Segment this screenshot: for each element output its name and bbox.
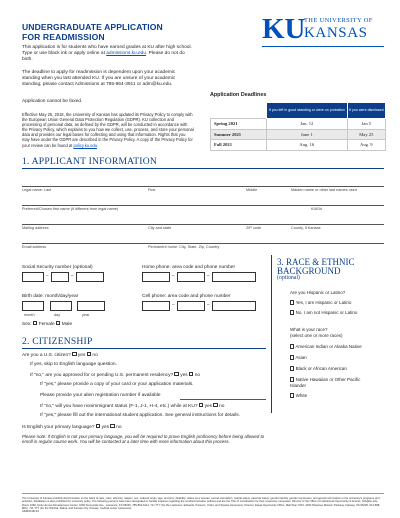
label-yes: yes	[204, 403, 213, 409]
good-cell: Jan. 12	[267, 119, 348, 130]
deadlines-corner	[211, 103, 267, 119]
label-no: no	[194, 372, 201, 378]
sex-question: Sex: Female Male	[22, 321, 73, 327]
race-option-label: American Indian or Alaska Native	[295, 344, 362, 349]
cell-phone-area[interactable]	[142, 301, 170, 311]
residency-question	[30, 372, 200, 379]
female-checkbox[interactable]	[33, 321, 37, 325]
dash: –	[172, 303, 175, 308]
good-cell: Aug. 16	[267, 140, 348, 151]
label-county: County, if Kansas	[291, 226, 321, 230]
intro-text: This application is for students who have earned grades at KU after high school. Type or use black ink or apply online at	[22, 45, 192, 57]
table-row	[211, 119, 386, 130]
term-cell: Summer 2021	[211, 129, 267, 140]
label-preferred-name: Preferred/Chosen first name (if different from legal name)	[22, 207, 119, 211]
dash: –	[71, 274, 74, 279]
race-question: What is your race?	[290, 327, 328, 332]
label-zip: ZIP code	[246, 226, 262, 230]
logo-underline	[262, 46, 384, 47]
table-row	[211, 129, 386, 140]
mailing-address-field[interactable]	[22, 212, 384, 224]
term-cell: Fall 2021	[211, 140, 267, 151]
name-fields-row[interactable]	[22, 172, 384, 186]
hispanic-no-option	[290, 310, 357, 315]
citizen-question	[22, 352, 98, 359]
residency-no-checkbox[interactable]	[189, 372, 193, 376]
citizen-question-text: Are you a U.S. citizen?	[22, 352, 71, 358]
logo-ku-letters: KU	[262, 13, 306, 45]
admissions-link[interactable]: admissions.ku.edu	[106, 51, 146, 57]
label-day: day	[54, 313, 61, 317]
label-legal-last: Legal name: Last	[22, 188, 52, 192]
race-option	[290, 377, 370, 388]
label-sex: Sex	[22, 321, 31, 327]
field-line	[22, 205, 384, 206]
english-no-checkbox[interactable]	[110, 424, 114, 428]
race-option-label: Black or African American	[295, 366, 347, 371]
label-female: Female	[38, 321, 55, 327]
dash: –	[207, 303, 210, 308]
english-yes-checkbox[interactable]	[96, 424, 100, 428]
label-ssn: Social Security number (optional)	[22, 265, 93, 270]
citizen-no-checkbox[interactable]	[87, 352, 91, 356]
nonimmigrant-yes-instruction: If "yes," please fill out the international student application. See general instructions for details.	[40, 413, 240, 418]
ssn-part-1[interactable]	[22, 272, 44, 282]
logo-university-of: THE UNIVERSITY OF	[304, 17, 373, 24]
label-mailing: Mailing address	[22, 226, 49, 230]
race-heading-line-2: BACKGROUND	[277, 265, 341, 276]
preferred-name-field[interactable]	[22, 193, 384, 205]
hispanic-question: Are you Hispanic or Latino?	[290, 290, 346, 295]
deadlines-title: Application Deadlines	[210, 92, 267, 98]
nonimmigrant-question	[40, 403, 224, 410]
race-checkbox[interactable]	[290, 366, 294, 370]
footer-rule	[22, 493, 384, 494]
label-birth-date: Birth date: month/day/year	[22, 294, 79, 299]
race-heading-line-1: 3. RACE & ETHNIC	[277, 257, 355, 267]
title-line-1: UNDERGRADUATE APPLICATION	[22, 22, 163, 32]
ssn-part-2[interactable]	[51, 272, 69, 282]
dismissed-cell: Aug. 9	[347, 140, 385, 151]
citizen-yes-checkbox[interactable]	[72, 352, 76, 356]
section-rule	[22, 168, 384, 169]
ssn-part-3[interactable]	[76, 272, 104, 282]
label-city-state: City and state	[148, 226, 172, 230]
english-note: Please note: If English is not your primary language, you will be required to prove English proficiency before being allowed to enroll in regular course work. You will be contacted at a later time with more information about this process.	[22, 434, 265, 445]
race-checkbox[interactable]	[290, 393, 294, 397]
deadline-paragraph: The deadline to apply for readmission is dependent upon your academic standing when you last attended KU. If you are unsure of your academic standing, please contact Admissions at 785-864-3911 or adm@ku.edu.	[22, 70, 176, 88]
label-yes: yes	[77, 352, 86, 358]
race-checkbox[interactable]	[290, 355, 294, 359]
label-yes: yes	[180, 372, 188, 378]
good-cell: June 1	[267, 129, 348, 140]
label-yes: yes	[101, 424, 110, 430]
section-applicant-heading: 1. APPLICANT INFORMATION	[22, 156, 157, 167]
race-checkbox[interactable]	[290, 377, 294, 381]
label-permanent-home: Permanent home: City, State, Zip, Country	[148, 245, 220, 249]
section-rule	[22, 348, 266, 349]
race-option	[290, 366, 347, 371]
race-option	[290, 344, 362, 349]
logo-kansas: KANSAS	[304, 25, 368, 41]
gdpr-text: Effective May 25, 2018, the University of Kansas has updated its Privacy Policy to comply with the European Union General Data Protection Regulation (GDPR). KU collection and processing of personal data, as defined by the GDPR, will be conducted in accordance with the Privacy Policy, which explains to you how we collect, use, process, and store your personal data and provides our legal bases for collecting and using that information. Rights that you may have under the GDPR are described in the Privacy Policy. A copy of the Privacy Policy for your review can be found at	[22, 112, 194, 148]
label-month: month	[24, 313, 35, 317]
home-phone-number[interactable]	[212, 272, 256, 282]
alien-number-label: Please provide your alien registration number if available	[40, 393, 161, 398]
cell-phone-prefix[interactable]	[177, 301, 205, 311]
label-kuid: KUID#	[311, 207, 323, 211]
home-phone-prefix[interactable]	[177, 272, 205, 282]
table-row	[211, 140, 386, 151]
intro-text-end: . Please do not do both.	[22, 51, 185, 63]
label-middle: Middle	[246, 188, 258, 192]
label-first: First	[148, 188, 156, 192]
citizen-yes-instruction: If yes, skip to English language question.	[30, 362, 117, 367]
race-option-label: Asian	[295, 355, 307, 360]
english-question-text: Is English your primary language?	[22, 424, 95, 430]
dash: –	[207, 274, 210, 279]
race-checkbox[interactable]	[290, 344, 294, 348]
email-field[interactable]	[22, 231, 384, 243]
cell-phone-number[interactable]	[212, 301, 256, 311]
male-checkbox[interactable]	[56, 321, 60, 325]
race-option-label: White	[295, 393, 308, 398]
section-citizenship-heading: 2. CITIZENSHIP	[22, 336, 93, 347]
home-phone-area[interactable]	[142, 272, 170, 282]
race-option	[290, 393, 307, 398]
dash: –	[46, 274, 49, 279]
birth-day-input[interactable]	[50, 301, 72, 311]
nonimmigrant-no-checkbox[interactable]	[213, 403, 217, 407]
field-line	[22, 224, 384, 225]
label-no: no	[116, 424, 122, 430]
ku-logo	[262, 14, 384, 46]
nondiscrimination-statement: The University of Kansas prohibits discrimination on the basis of race, color, ethnicity, religion, sex, national origin, age, ancestry, disability, status as a veteran, sexual orientation, marital status, parental status, gender identity, gender expression, and genetic information in the university's programs and activities. Retaliation is also prohibited by university policy. The following persons have been designated to handle inquiries regarding the nondiscrimination policies and are the Title IX coordinators for their respective campuses: Director of the Office of Institutional Opportunity & Access, IOA@ku.edu, Room 1082, Dole Human Development Center, 1000 Sunnyside Ave., Lawrence, KS 66045, 785-864-6414, 711 TTY (for the Lawrence, Edwards, Parsons, Yoder, and Topeka campuses); Director, Equal Opportunity Office, Mail Stop 7004, 4330 Shawnee Mission Parkway, Fairway, KS 66205, 913-588-8011, 711 TTY (for the Wichita, Salina, and Kansas City, Kansas, medical center campuses).	[22, 497, 381, 510]
race-divider	[271, 255, 272, 413]
birth-year-input[interactable]	[77, 301, 105, 311]
form-code: ADM001B-19	[22, 509, 39, 513]
label-email: Email address	[22, 245, 47, 249]
deadlines-col-good: If you left in good standing or were on probation	[267, 103, 348, 119]
deadlines-col-dismissed: If you were dismissed	[347, 103, 385, 119]
hispanic-no-label: No, I am not Hispanic or Latino	[295, 310, 358, 315]
hispanic-yes-checkbox[interactable]	[290, 300, 294, 304]
field-line	[22, 186, 384, 187]
policy-link[interactable]: policy.ku.edu	[73, 142, 98, 148]
label-year: year	[82, 313, 90, 317]
label-no: no	[219, 403, 225, 409]
hispanic-yes-label: Yes, I am Hispanic or Latino	[295, 300, 352, 305]
hispanic-yes-option	[290, 300, 351, 305]
hispanic-no-checkbox[interactable]	[290, 310, 294, 314]
label-male: Male	[61, 321, 73, 327]
dismissed-cell: May 25	[347, 129, 385, 140]
race-option	[290, 355, 307, 360]
race-optional: (optional)	[277, 275, 300, 282]
race-subtext: (select one or more races)	[290, 333, 343, 338]
label-cell-phone: Cell phone: area code and phone number	[142, 294, 231, 299]
title-line-2: FOR READMISSION	[22, 31, 105, 42]
residency-yes-checkbox[interactable]	[174, 372, 178, 376]
race-heading	[277, 258, 387, 282]
field-line	[22, 243, 384, 244]
form-title	[22, 23, 163, 42]
deadlines-table	[210, 102, 386, 151]
english-question	[22, 424, 122, 431]
alien-number-field[interactable]	[180, 399, 266, 400]
residency-yes-instruction: If "yes," please provide a copy of your card or your application materials.	[40, 382, 194, 387]
residency-question-text: If "no," are you approved for or pending U.S. permanent residency?	[30, 372, 174, 378]
label-no: no	[92, 352, 98, 358]
nonimmigrant-yes-checkbox[interactable]	[199, 403, 203, 407]
race-option-label: Native Hawaiian or Other Pacific Islander	[290, 377, 361, 388]
nonimmigrant-question-text: If "no," will you have nonimmigrant status (F-1, J-1, H-4, etc.) while at KU?	[40, 403, 198, 409]
birth-month-input[interactable]	[22, 301, 44, 311]
label-home-phone: Home phone: area code and phone number	[142, 265, 236, 270]
dash: –	[172, 274, 175, 279]
gdpr-paragraph	[22, 112, 194, 148]
dismissed-cell: Jan 5	[347, 119, 385, 130]
term-cell: Spring 2021	[211, 119, 267, 130]
gdpr-text-end: .	[97, 142, 99, 148]
intro-paragraph	[22, 45, 192, 63]
fax-note: Application cannot be faxed.	[22, 99, 83, 104]
label-maiden: Maiden name or other last names used	[291, 188, 357, 192]
